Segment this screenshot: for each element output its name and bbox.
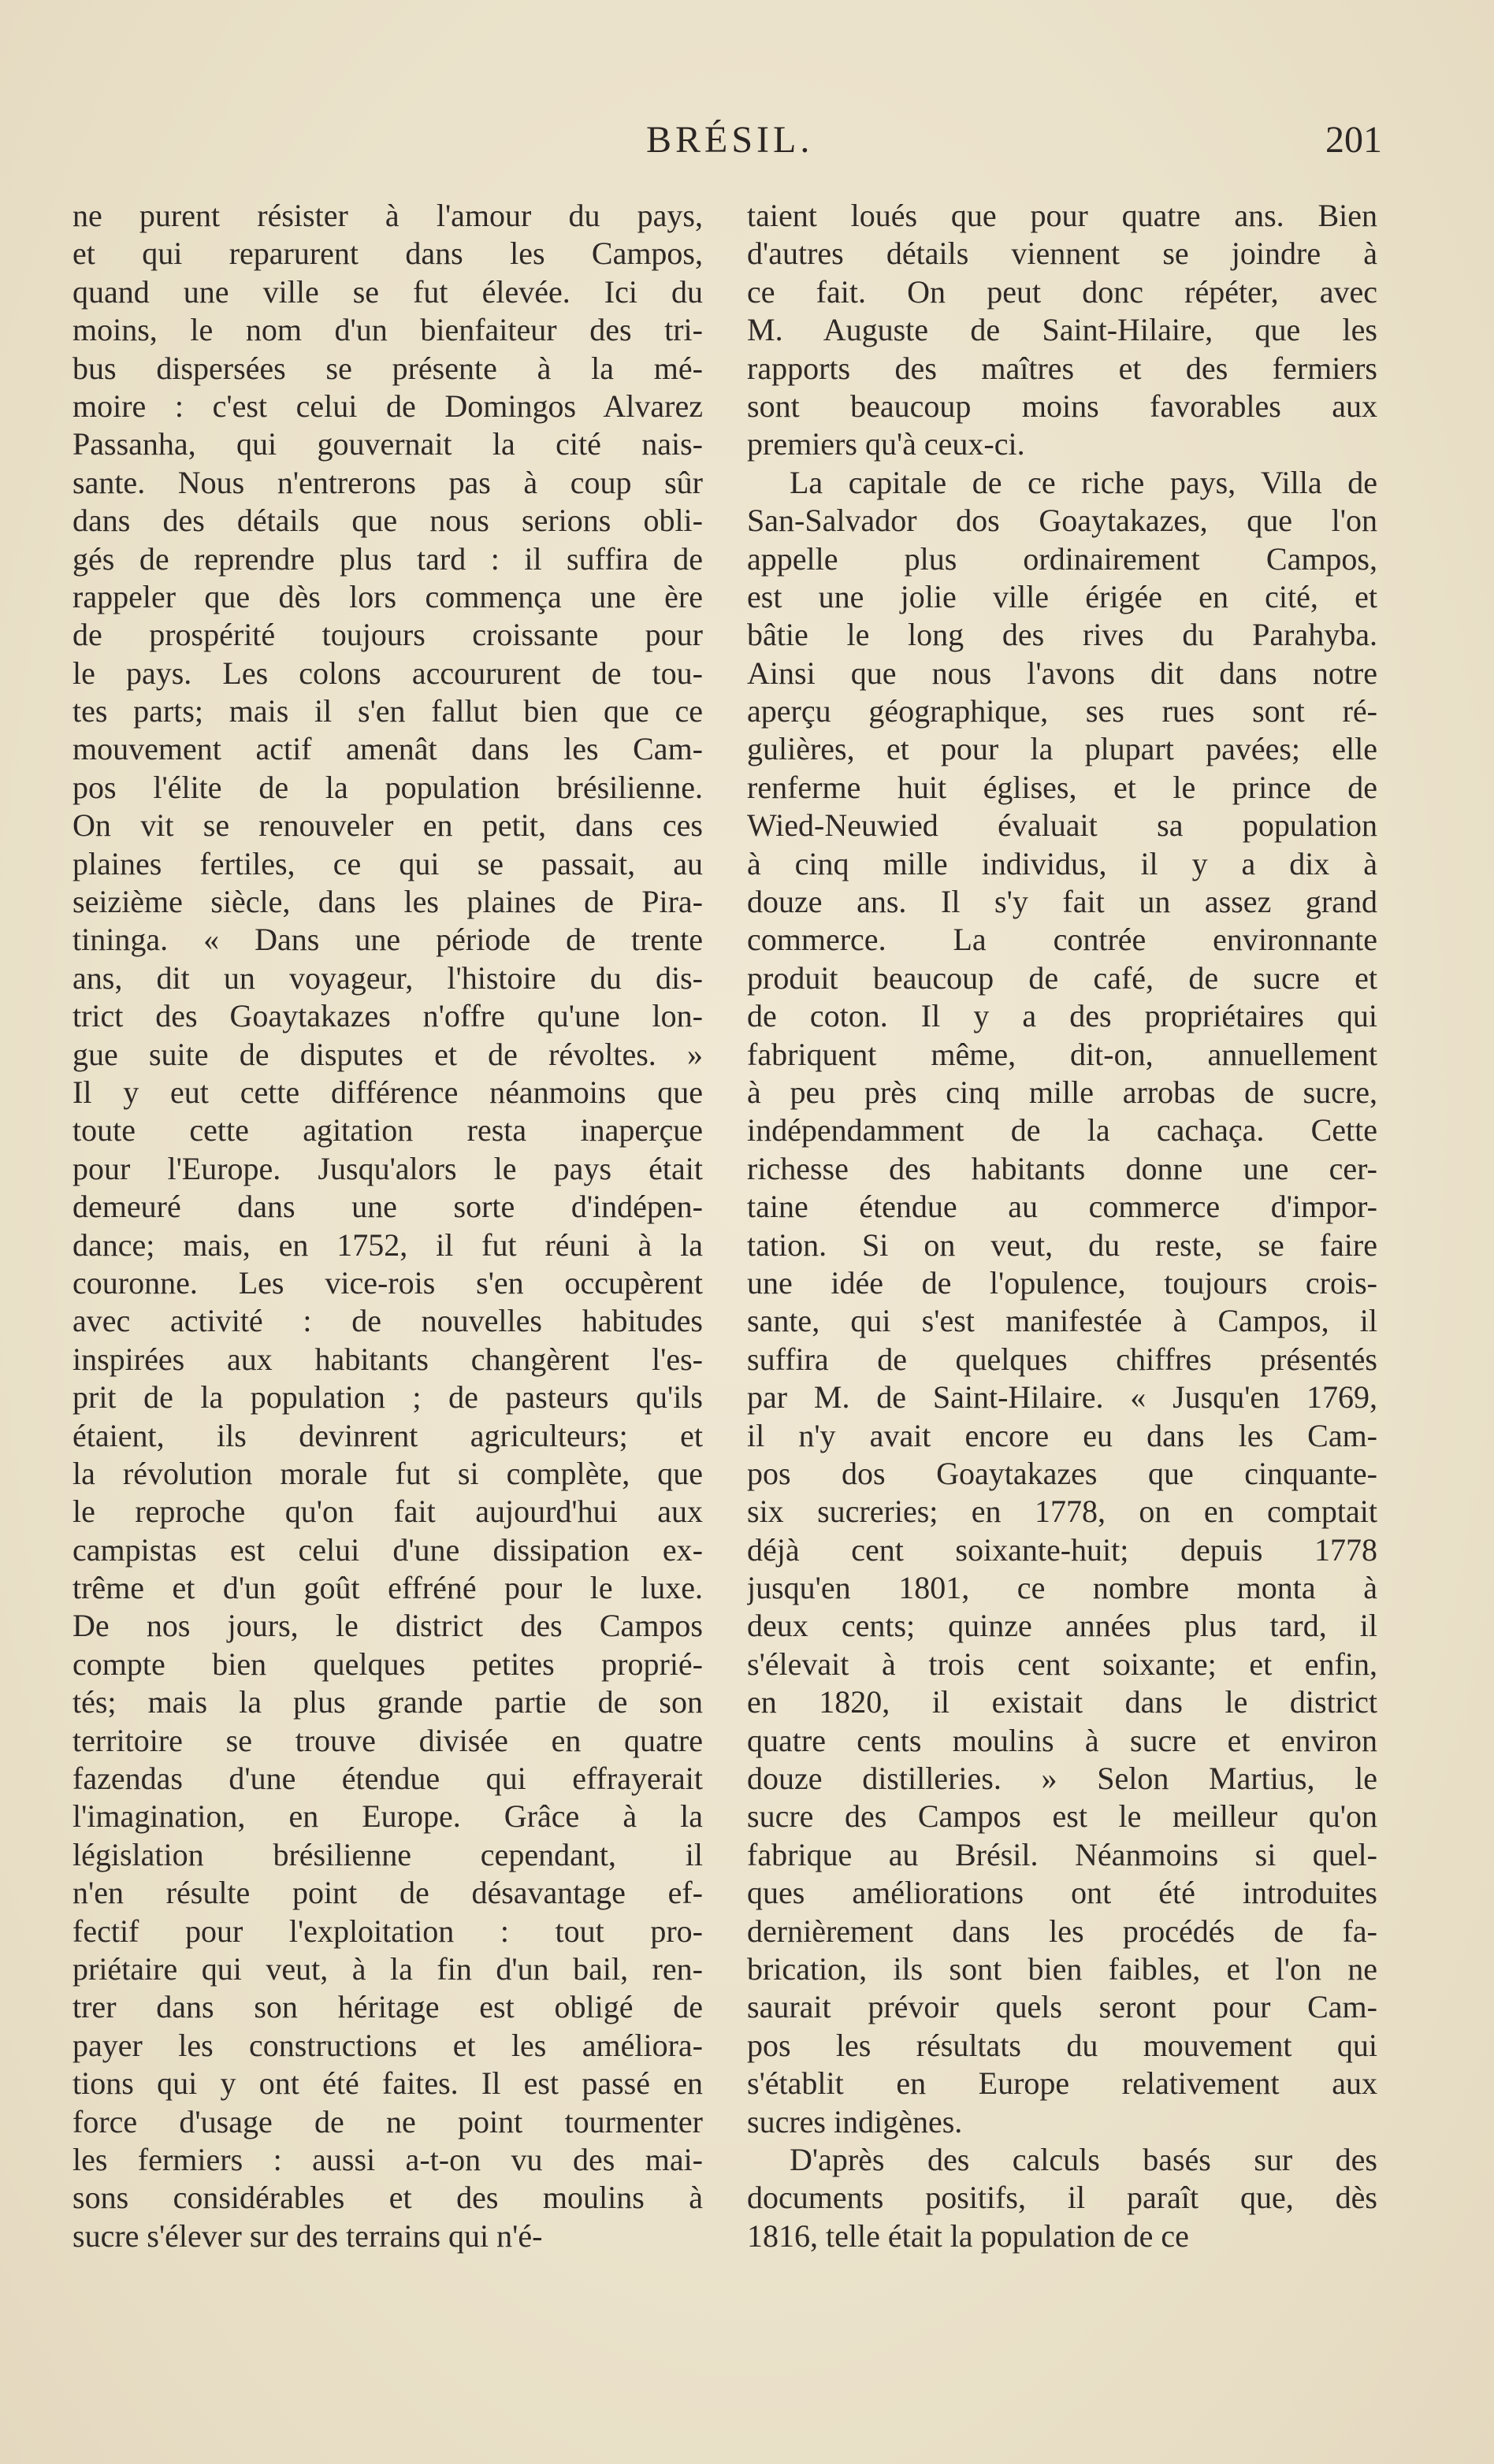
left-column-line: l'imagination, en Europe. Grâce à la — [72, 1798, 703, 1835]
right-column-line: taine étendue au commerce d'impor- — [747, 1189, 1377, 1225]
left-column-line: demeuré dans une sorte d'indépen- — [72, 1189, 703, 1225]
right-column-line: par M. de Saint-Hilaire. « Jusqu'en 1769, — [747, 1379, 1377, 1416]
left-column-line: bus dispersées se présente à la mé- — [72, 350, 703, 386]
right-column-line: saurait prévoir quels seront pour Cam- — [747, 1989, 1377, 2025]
left-column-line: moire : c'est celui de Domingos Alvarez — [72, 388, 703, 424]
right-column-line: il n'y avait encore eu dans les Cam- — [747, 1417, 1377, 1453]
left-column-line: gue suite de disputes et de révoltes. » — [72, 1036, 703, 1072]
right-column-line: premiers qu'à ceux-ci. — [747, 426, 1025, 462]
running-title: BRÉSIL. — [646, 119, 814, 161]
right-column-line: douze ans. Il s'y fait un assez grand — [747, 884, 1377, 920]
right-column-line: La capitale de ce riche pays, Villa de — [790, 464, 1377, 500]
left-column-line: campistas est celui d'une dissipation ex- — [72, 1531, 703, 1568]
right-column-line: pos dos Goaytakazes que cinquante- — [747, 1455, 1377, 1491]
left-column-line: législation brésilienne cependant, il — [72, 1836, 703, 1872]
right-column-line: s'élevait à trois cent soixante; et enfin, — [747, 1646, 1377, 1682]
page-number: 201 — [1325, 119, 1382, 161]
right-column-line: D'après des calculs basés sur des — [790, 2141, 1377, 2177]
left-column-line: priétaire qui veut, à la fin d'un bail, ren- — [72, 1950, 703, 1987]
left-column-line: compte bien quelques petites proprié- — [72, 1646, 703, 1682]
left-column-line: pos l'élite de la population brésilienne. — [72, 769, 703, 805]
left-column-line: n'en résulte point de désavantage ef- — [72, 1875, 703, 1911]
left-column-line: toute cette agitation resta inaperçue — [72, 1112, 703, 1149]
left-column-line: payer les constructions et les améliora- — [72, 2027, 703, 2063]
left-column-line: dans des détails que nous serions obli- — [72, 503, 703, 539]
right-column-line: tation. Si on veut, du reste, se faire — [747, 1226, 1377, 1263]
left-column-line: le pays. Les colons accoururent de tou- — [72, 655, 703, 691]
right-column-line: d'autres détails viennent se joindre à — [747, 236, 1377, 272]
left-column-line: fazendas d'une étendue qui effrayerait — [72, 1761, 703, 1797]
left-column-line: quand une ville se fut élevée. Ici du — [72, 273, 703, 310]
right-column-line: sucre des Campos est le meilleur qu'on — [747, 1798, 1377, 1835]
right-column-line: dernièrement dans les procédés de fa- — [747, 1913, 1377, 1949]
right-column-line: Wied-Neuwied évaluait sa population — [747, 807, 1377, 844]
right-column-line: documents positifs, il paraît que, dès — [747, 2180, 1377, 2216]
page-header — [0, 118, 1494, 173]
right-column-line: est une jolie ville érigée en cité, et — [747, 578, 1377, 614]
right-column-line: à cinq mille individus, il y a dix à — [747, 845, 1377, 881]
left-column — [72, 197, 703, 2255]
right-column-line: six sucreries; en 1778, on en comptait — [747, 1494, 1377, 1530]
right-column-line: taient loués que pour quatre ans. Bien — [747, 198, 1377, 233]
right-column-line: rapports des maîtres et des fermiers — [747, 350, 1377, 386]
right-column-line: M. Auguste de Saint-Hilaire, que les — [747, 312, 1377, 348]
left-column-line: fectif pour l'exploitation : tout pro- — [72, 1913, 703, 1949]
right-column-line: de coton. Il y a des propriétaires qui — [747, 998, 1377, 1034]
left-column-line: avec activité : de nouvelles habitudes — [72, 1303, 703, 1339]
left-column-line: De nos jours, le district des Campos — [72, 1608, 703, 1644]
left-column-line: et qui reparurent dans les Campos, — [72, 236, 703, 272]
left-column-line: mouvement actif amenât dans les Cam- — [72, 731, 703, 767]
right-column-line: 1816, telle était la population de ce — [747, 2217, 1189, 2254]
right-column-line: San-Salvador dos Goaytakazes, que l'on — [747, 503, 1377, 539]
right-column-line: brication, ils sont bien faibles, et l'on ne — [747, 1950, 1377, 1987]
left-column-line: couronne. Les vice-rois s'en occupèrent — [72, 1264, 703, 1301]
left-column-line: tininga. « Dans une période de trente — [72, 922, 703, 958]
left-column-line: gés de reprendre plus tard : il suffira de — [72, 540, 703, 577]
left-column-line: ne purent résister à l'amour du pays, — [72, 198, 703, 233]
right-column-line: commerce. La contrée environnante — [747, 922, 1377, 958]
left-column-line: inspirées aux habitants changèrent l'es- — [72, 1341, 703, 1377]
left-column-line: territoire se trouve divisée en quatre — [72, 1722, 703, 1758]
left-column-line: trict des Goaytakazes n'offre qu'une lon- — [72, 998, 703, 1034]
right-column-line: une idée de l'opulence, toujours crois- — [747, 1264, 1377, 1301]
right-column-line: gulières, et pour la plupart pavées; elle — [747, 731, 1377, 767]
left-column-line: Passanha, qui gouvernait la cité nais- — [72, 426, 703, 462]
left-column-line: seizième siècle, dans les plaines de Pira- — [72, 884, 703, 920]
left-column-line: de prospérité toujours croissante pour — [72, 617, 703, 653]
right-column-line: appelle plus ordinairement Campos, — [747, 540, 1377, 577]
left-column-line: tions qui y ont été faites. Il est passé en — [72, 2065, 703, 2102]
right-column-line: à peu près cinq mille arrobas de sucre, — [747, 1074, 1377, 1110]
left-column-line: dance; mais, en 1752, il fut réuni à la — [72, 1226, 703, 1263]
right-column-line: quatre cents moulins à sucre et environ — [747, 1722, 1377, 1758]
right-column-line: déjà cent soixante-huit; depuis 1778 — [747, 1531, 1377, 1568]
left-column-line: Il y eut cette différence néanmoins que — [72, 1074, 703, 1110]
right-column-line: s'établit en Europe relativement aux — [747, 2065, 1377, 2102]
right-column-line: Ainsi que nous l'avons dit dans notre — [747, 655, 1377, 691]
left-column-line: sucre s'élever sur des terrains qui n'é- — [72, 2217, 543, 2254]
left-column-line: sante. Nous n'entrerons pas à coup sûr — [72, 464, 703, 500]
right-column-line: produit beaucoup de café, de sucre et — [747, 959, 1377, 996]
left-column-line: tes parts; mais il s'en fallut bien que ce — [72, 693, 703, 729]
left-column-line: trer dans son héritage est obligé de — [72, 1989, 703, 2025]
right-column-line: suffira de quelques chiffres présentés — [747, 1341, 1377, 1377]
right-column-line: jusqu'en 1801, ce nombre monta à — [747, 1570, 1377, 1606]
right-column-line: indépendamment de la cachaça. Cette — [747, 1112, 1377, 1149]
left-column-line: étaient, ils devinrent agriculteurs; et — [72, 1417, 703, 1453]
right-column-line: en 1820, il existait dans le district — [747, 1684, 1377, 1720]
left-column-line: rappeler que dès lors commença une ère — [72, 578, 703, 614]
right-column-line: sante, qui s'est manifestée à Campos, il — [747, 1303, 1377, 1339]
right-column-line: sont beaucoup moins favorables aux — [747, 388, 1377, 424]
left-column-line: force d'usage de ne point tourmenter — [72, 2103, 703, 2139]
right-column-line: bâtie le long des rives du Parahyba. — [747, 617, 1377, 653]
right-column-line: sucres indigènes. — [747, 2103, 963, 2139]
left-column-line: la révolution morale fut si complète, que — [72, 1455, 703, 1491]
right-column-line: ce fait. On peut donc répéter, avec — [747, 273, 1377, 310]
right-column-line: renferme huit églises, et le prince de — [747, 769, 1377, 805]
left-column-line: plaines fertiles, ce qui se passait, au — [72, 845, 703, 881]
left-column-line: tés; mais la plus grande partie de son — [72, 1684, 703, 1720]
left-column-line: ans, dit un voyageur, l'histoire du dis- — [72, 959, 703, 996]
right-column-line: pos les résultats du mouvement qui — [747, 2027, 1377, 2063]
left-column-line: sons considérables et des moulins à — [72, 2180, 703, 2216]
right-column-line: richesse des habitants donne une cer- — [747, 1150, 1377, 1186]
left-column-line: les fermiers : aussi a-t-on vu des mai- — [72, 2141, 703, 2177]
right-column-line: fabrique au Brésil. Néanmoins si quel- — [747, 1836, 1377, 1872]
right-column — [747, 197, 1377, 2255]
left-column-line: On vit se renouveler en petit, dans ces — [72, 807, 703, 844]
right-column-line: fabriquent même, dit-on, annuellement — [747, 1036, 1377, 1072]
right-column-line: deux cents; quinze années plus tard, il — [747, 1608, 1377, 1644]
right-column-line: aperçu géographique, ses rues sont ré- — [747, 693, 1377, 729]
left-column-line: pour l'Europe. Jusqu'alors le pays était — [72, 1150, 703, 1186]
left-column-line: moins, le nom d'un bienfaiteur des tri- — [72, 312, 703, 348]
left-column-line: le reproche qu'on fait aujourd'hui aux — [72, 1494, 703, 1530]
left-column-line: trême et d'un goût effréné pour le luxe. — [72, 1570, 703, 1606]
right-column-line: douze distilleries. » Selon Martius, le — [747, 1761, 1377, 1797]
right-column-line: ques améliorations ont été introduites — [747, 1875, 1377, 1911]
left-column-line: prit de la population ; de pasteurs qu'ils — [72, 1379, 703, 1416]
